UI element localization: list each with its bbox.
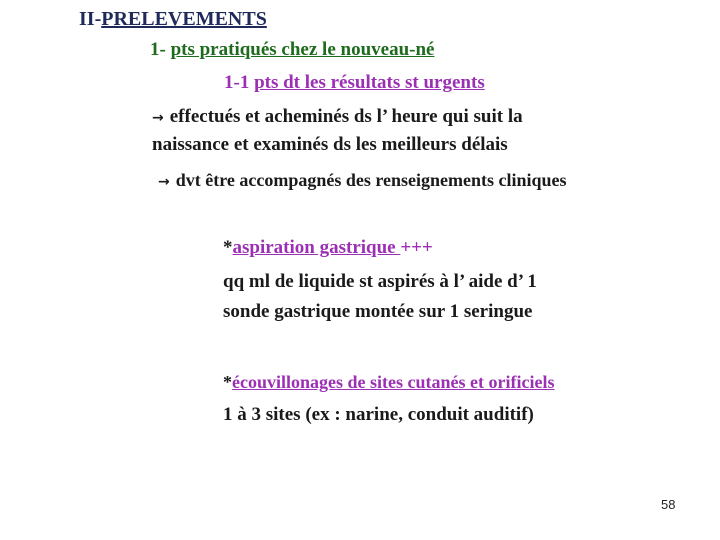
arrow-icon: →	[158, 174, 170, 190]
item-1-text-2: sonde gastrique montée sur 1 seringue	[223, 301, 533, 322]
item-1-text-1: qq ml de liquide st aspirés à l’ aide d’ 1	[223, 271, 537, 292]
bullet-1-line-2	[152, 135, 508, 154]
item-1-title: aspiration gastrique	[232, 237, 401, 258]
bullet-1-text-1: effectués et acheminés ds l’ heure qui suit la	[169, 106, 523, 127]
bullet-1-text-2: naissance et examinés ds les meilleurs délais	[152, 134, 508, 155]
bullet-1-line-1	[152, 107, 523, 126]
slide-title-main: PRELEVEMENTS	[101, 8, 267, 30]
item-2-line-1	[223, 405, 534, 424]
item-2-title-tail: orificiels	[488, 372, 555, 392]
arrow-icon: →	[152, 110, 164, 126]
section-heading-1	[150, 40, 434, 59]
item-1-line-1	[223, 272, 537, 291]
item-2-title-line	[223, 373, 554, 391]
item-2-title: écouvillonages de sites cutanés et	[232, 372, 489, 392]
item-1-plus: +++	[400, 237, 433, 258]
section-heading-2-prefix: 1-1	[224, 72, 255, 93]
page-number: 58	[661, 497, 676, 512]
item-1-title-line	[223, 238, 433, 257]
section-heading-2-main: pts dt les résultats st urgents	[254, 72, 485, 93]
section-heading-1-main: pts pratiqués chez le nouveau-né	[170, 39, 435, 60]
slide-title-prefix: II-	[79, 8, 102, 30]
item-2-star: *	[223, 372, 232, 392]
section-heading-1-prefix: 1-	[150, 39, 171, 60]
bullet-2-line	[158, 171, 567, 189]
bullet-2-text: dvt être accompagnés des renseignements cliniques	[175, 170, 567, 190]
slide-title	[79, 9, 267, 29]
item-2-text-1: 1 à 3 sites (ex : narine, conduit auditif)	[223, 404, 534, 425]
section-heading-2	[224, 73, 485, 92]
item-1-line-2	[223, 302, 532, 321]
item-1-star: *	[223, 237, 233, 258]
